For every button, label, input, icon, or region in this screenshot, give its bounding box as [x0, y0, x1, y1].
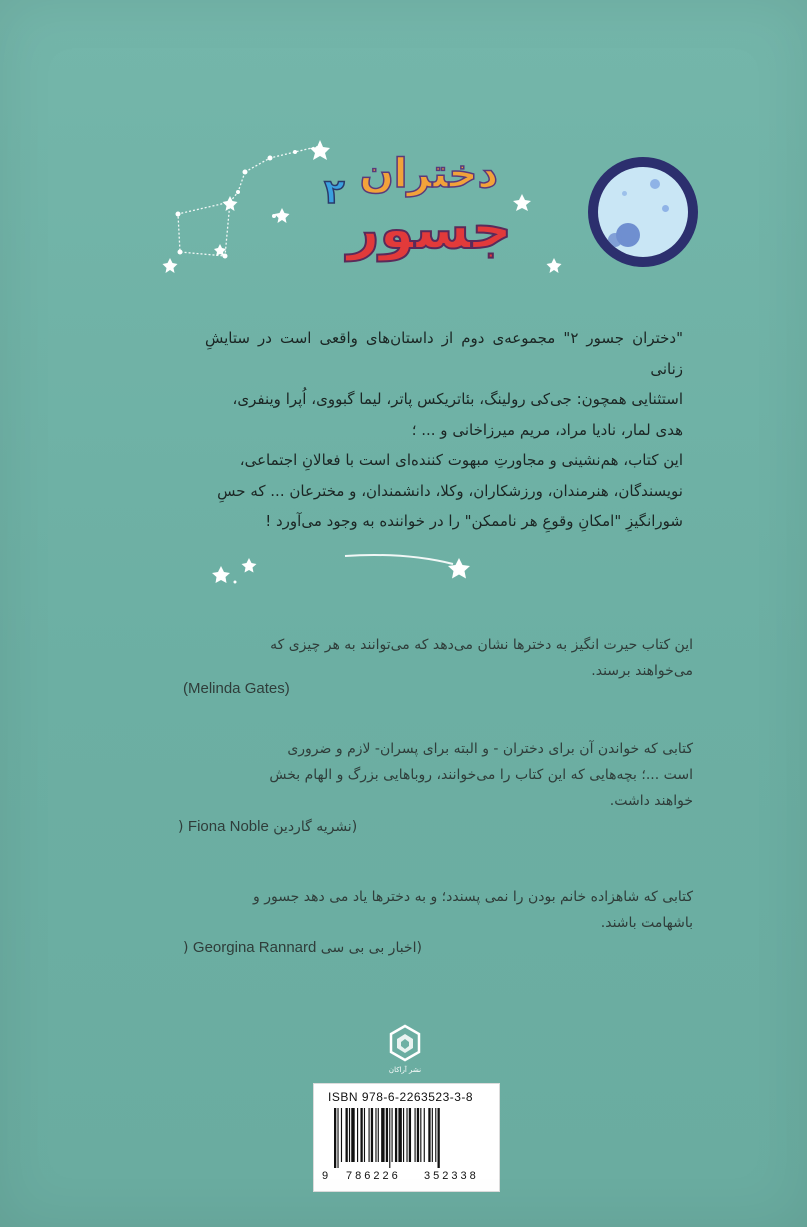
- review-source-publication: (نشریه گاردین: [273, 819, 358, 835]
- review-source: [178, 818, 357, 835]
- barcode-bar: [357, 1108, 358, 1162]
- book-description: [205, 323, 683, 537]
- publisher-logo-icon: [383, 1022, 427, 1076]
- barcode-bar: [435, 1108, 436, 1162]
- barcode-bar: [337, 1108, 338, 1168]
- review-source-publication: (اخبار بی بی سی: [320, 940, 422, 956]
- barcode-bar: [424, 1108, 425, 1162]
- review-line: کتابی که خواندن آن برای دختران - و البته برای پسران- لازم و ضروری: [287, 741, 693, 757]
- barcode-bar: [389, 1108, 390, 1168]
- star-icon: [212, 558, 470, 584]
- barcode-bars: [334, 1108, 484, 1168]
- review-source-name: Fiona Noble: [187, 818, 269, 835]
- barcode-digits-right: 352338: [424, 1170, 479, 1182]
- barcode-bar: [334, 1108, 336, 1168]
- review-line: می‌خواهند برسند.: [591, 663, 693, 679]
- moon-icon: [588, 157, 698, 267]
- barcode-bar: [403, 1108, 404, 1162]
- barcode-bar: [369, 1108, 370, 1162]
- review-source-close: ): [178, 819, 184, 835]
- barcode-bar: [395, 1108, 397, 1162]
- barcode-bar: [375, 1108, 376, 1162]
- description-line: هدی لمار، نادیا مراد، مریم میرزاخانی و ... ؛: [411, 420, 683, 439]
- barcode-bar: [432, 1108, 433, 1162]
- barcode-bar: [420, 1108, 421, 1162]
- barcode-bar: [398, 1108, 401, 1162]
- barcode-bar: [364, 1108, 365, 1162]
- barcode-digits-left: 786226: [346, 1170, 401, 1182]
- barcode-bar: [392, 1108, 393, 1162]
- barcode-bar: [346, 1108, 348, 1162]
- barcode-bar: [371, 1108, 373, 1162]
- review-line: خواهند داشت.: [609, 793, 693, 809]
- barcode-bar: [438, 1108, 440, 1168]
- description-line: نویسندگان، هنرمندان، ورزشکاران، وکلا، دانشمندان، و مخترعان ... که حسِ: [217, 481, 683, 500]
- review-source-close: ): [183, 940, 189, 956]
- barcode-bar: [409, 1108, 411, 1162]
- barcode-bar: [428, 1108, 430, 1162]
- review-line: است ...؛ بچه‌هایی که این کتاب را می‌خوانند، روباهایی بزرگ و الهام بخش: [269, 767, 693, 783]
- review-quote: [178, 632, 693, 684]
- isbn-barcode-label: [313, 1083, 500, 1192]
- barcode-bar: [381, 1108, 384, 1162]
- review-source: (Melinda Gates): [183, 680, 290, 697]
- barcode-bar: [417, 1108, 419, 1162]
- book-title-logo: [322, 150, 512, 280]
- review-quote: [178, 884, 693, 936]
- description-line: این کتاب، هم‌نشینی و مجاورتِ مبهوت کننده‌ای است با فعالانِ اجتماعی،: [239, 451, 683, 469]
- review-line: باشهامت باشند.: [600, 915, 693, 931]
- review-source-name: Georgina Rannard: [192, 939, 317, 956]
- barcode-bar: [341, 1108, 342, 1162]
- review-line: کتابی که شاهزاده خانم بودن را نمی پسندد؛ و به دخترها یاد می دهد جسور و: [252, 889, 693, 905]
- description-line: شورانگیزِ "امکانِ وقوعِ هر ناممکن" را در خواننده به وجود می‌آورد !: [265, 512, 683, 530]
- barcode-bar: [415, 1108, 416, 1162]
- shooting-star-divider: [205, 538, 485, 588]
- title-bottom-word: جسور: [347, 197, 512, 262]
- barcode-bar: [378, 1108, 379, 1162]
- barcode-digit-first: 9: [322, 1170, 329, 1182]
- review-line: این کتاب حیرت انگیز به دخترها نشان می‌دهد که می‌توانند به هر چیزی که: [270, 637, 693, 653]
- review-quote: [178, 736, 693, 814]
- description-line: استثنایی همچون: جی‌کی رولینگ، بئاتریکس پاتر، لیما گبووی، اُپرا وینفری،: [232, 390, 683, 408]
- barcode-bar: [349, 1108, 350, 1162]
- isbn-text: ISBN 978-6-2263523-3-8: [328, 1090, 474, 1104]
- barcode-bar: [386, 1108, 388, 1162]
- review-source: [183, 939, 422, 956]
- barcode-bar: [406, 1108, 407, 1162]
- title-top-word: دختران: [359, 151, 498, 197]
- publisher-name: نشر آراکان: [388, 1066, 422, 1074]
- barcode-bar: [351, 1108, 354, 1162]
- title-volume-number: ۲: [324, 172, 345, 212]
- description-line: "دختران جسور ۲" مجموعه‌ی دوم از داستان‌های واقعی است در ستایشِ زنانی: [205, 329, 683, 378]
- barcode-bar: [360, 1108, 362, 1162]
